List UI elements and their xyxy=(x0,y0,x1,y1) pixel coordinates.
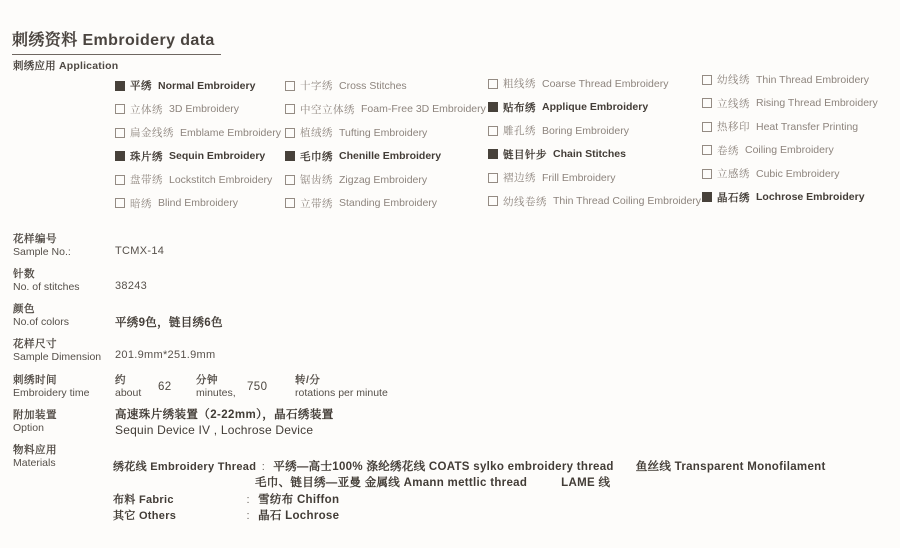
option-label-en: Foam-Free 3D Embroidery xyxy=(361,103,486,116)
checkbox-icon xyxy=(285,151,295,161)
application-option-item xyxy=(702,115,878,139)
time-minutes-unit: 分钟 minutes, xyxy=(196,374,236,399)
application-option-item xyxy=(488,72,701,96)
option-label-en: Cubic Embroidery xyxy=(756,167,840,180)
fabric-label: 布料 Fabric xyxy=(113,494,174,506)
option-label-en: Frill Embroidery xyxy=(542,171,616,184)
field-value-sample-no: TCMX-14 xyxy=(115,245,165,257)
page-title-en: Embroidery data xyxy=(82,32,215,49)
option-label-en: Emblame Embroidery xyxy=(180,126,281,139)
checkbox-icon xyxy=(285,198,295,208)
others-label: 其它 Others xyxy=(113,510,177,522)
option-label-zh: 立体绣 xyxy=(130,103,163,116)
application-option-item xyxy=(488,96,701,120)
option-label-zh: 暗绣 xyxy=(130,197,152,210)
option-label-zh: 幼线绣 xyxy=(717,74,750,87)
application-option-item xyxy=(285,192,486,216)
checkbox-icon xyxy=(115,128,125,138)
application-option-item xyxy=(285,98,486,122)
option-label-en: Coarse Thread Embroidery xyxy=(542,77,669,90)
application-option-item xyxy=(488,190,701,214)
option-label-en: Blind Embroidery xyxy=(158,197,238,210)
application-option-item xyxy=(115,145,281,169)
option-label-zh: 十字绣 xyxy=(300,80,333,93)
checkbox-icon xyxy=(488,126,498,136)
option-label-en: Chenille Embroidery xyxy=(339,150,442,163)
option-label-en: Heat Transfer Printing xyxy=(756,120,859,133)
option-label-en: 3D Embroidery xyxy=(169,103,240,116)
option-label-en: Tufting Embroidery xyxy=(339,126,428,139)
option-label-en: Chain Stitches xyxy=(553,148,626,161)
application-option-item xyxy=(285,168,486,192)
checkbox-icon xyxy=(488,102,498,112)
option-label-zh: 雕孔绣 xyxy=(503,125,536,138)
checkbox-icon xyxy=(488,79,498,89)
option-label-zh: 平绣 xyxy=(130,80,152,93)
option-label-en: Rising Thread Embroidery xyxy=(756,97,878,110)
field-value-colors: 平绣9色，链目绣6色 xyxy=(115,317,223,329)
application-option-item xyxy=(115,121,281,145)
application-option-item xyxy=(488,119,701,143)
checkbox-icon xyxy=(488,173,498,183)
thread-value-line1-extra: 鱼丝线 Transparent Monofilament xyxy=(635,461,826,473)
application-option-item xyxy=(285,145,486,169)
time-rpm-value: 750 xyxy=(247,381,268,393)
checkbox-icon xyxy=(115,151,125,161)
application-option-item xyxy=(115,74,281,98)
checkbox-icon xyxy=(702,122,712,132)
option-label-zh: 粗线绣 xyxy=(503,78,536,91)
application-option-item xyxy=(285,121,486,145)
materials-thread-row: 绣花线 Embroidery Thread : 平绣—高士100% 涤纶绣花线 COATS sylko embroidery thread 鱼丝线 Transparent Monofilament xyxy=(113,458,826,474)
application-column-1 xyxy=(115,74,281,215)
option-label-zh: 盘带绣 xyxy=(130,174,163,187)
field-label-stitches: 针数 No. of stitches xyxy=(13,268,80,293)
application-option-item xyxy=(702,68,878,92)
option-label-zh: 立线绣 xyxy=(717,97,750,110)
option-label-en: Lockstitch Embroidery xyxy=(169,173,273,186)
time-minutes-value: 62 xyxy=(158,381,172,393)
option-label-en: Boring Embroidery xyxy=(542,124,629,137)
application-column-4 xyxy=(702,68,878,209)
option-label-zh: 锯齿绣 xyxy=(300,174,333,187)
option-label-en: Coiling Embroidery xyxy=(745,144,834,157)
checkbox-icon xyxy=(702,145,712,155)
field-label-option: 附加装置 Option xyxy=(13,409,57,434)
option-label-zh: 褶边绣 xyxy=(503,172,536,185)
others-value: 晶石 Lochrose xyxy=(258,510,340,522)
application-option-item xyxy=(115,192,281,216)
field-value-option: 高速珠片绣装置（2-22mm），晶石绣装置 Sequin Device IV , Lochrose Device xyxy=(115,409,334,437)
page-title xyxy=(12,27,221,55)
field-label-dimension: 花样尺寸 Sample Dimension xyxy=(13,338,102,363)
field-label-sample-no: 花样编号 Sample No.: xyxy=(13,233,71,258)
checkbox-icon xyxy=(115,198,125,208)
fabric-value: 雪纺布 Chiffon xyxy=(258,494,340,506)
option-label-en: Thin Thread Coiling Embroidery xyxy=(553,195,702,208)
application-option-item xyxy=(285,74,486,98)
checkbox-icon xyxy=(702,98,712,108)
checkbox-icon xyxy=(285,104,295,114)
option-label-zh: 毛巾绣 xyxy=(300,150,333,163)
option-label-en: Lochrose Embroidery xyxy=(756,191,865,204)
option-label-zh: 卷绣 xyxy=(717,144,739,157)
field-label-time: 刺绣时间 Embroidery time xyxy=(13,374,90,399)
option-label-zh: 幼线卷绣 xyxy=(503,195,547,208)
application-option-item xyxy=(488,166,701,190)
option-label-zh: 立感绣 xyxy=(717,168,750,181)
option-label-en: Standing Embroidery xyxy=(339,197,438,210)
application-column-3 xyxy=(488,72,701,213)
materials-others-row: 其它 Others : 晶石 Lochrose xyxy=(113,507,339,523)
checkbox-icon xyxy=(488,196,498,206)
application-option-item xyxy=(702,139,878,163)
thread-label: 绣花线 Embroidery Thread xyxy=(113,461,257,473)
checkbox-icon xyxy=(702,169,712,179)
checkbox-icon xyxy=(285,175,295,185)
option-label-zh: 晶石绣 xyxy=(717,191,750,204)
checkbox-icon xyxy=(115,175,125,185)
checkbox-icon xyxy=(702,192,712,202)
option-label-zh: 链目针步 xyxy=(503,148,547,161)
application-column-2 xyxy=(285,74,486,215)
application-option-item xyxy=(488,143,701,167)
option-label-zh: 珠片绣 xyxy=(130,150,163,163)
materials-thread-row-line2 xyxy=(255,474,610,490)
checkbox-icon xyxy=(702,75,712,85)
option-label-zh: 贴布绣 xyxy=(503,101,536,114)
thread-value-line1: 平绣—高士100% 涤纶绣花线 COATS sylko embroidery thread xyxy=(273,461,614,473)
time-approx: 约 about xyxy=(115,374,142,399)
application-section-label: 刺绣应用 Application xyxy=(13,60,119,72)
option-label-zh: 中空立体绣 xyxy=(300,103,355,116)
field-label-colors: 颜色 No.of colors xyxy=(13,303,70,328)
thread-value-line2-extra: LAME 线 xyxy=(561,477,611,489)
checkbox-icon xyxy=(488,149,498,159)
application-option-item xyxy=(702,162,878,186)
time-rpm-unit: 转/分 rotations per minute xyxy=(295,374,388,399)
option-label-en: Normal Embroidery xyxy=(158,79,256,92)
option-label-en: Thin Thread Embroidery xyxy=(756,73,870,86)
option-label-zh: 热移印 xyxy=(717,121,750,134)
option-label-en: Cross Stitches xyxy=(339,79,407,92)
option-label-zh: 立带绣 xyxy=(300,197,333,210)
option-label-zh: 扁金线绣 xyxy=(130,127,174,140)
application-option-item xyxy=(115,168,281,192)
option-label-en: Applique Embroidery xyxy=(542,101,649,114)
application-option-item xyxy=(702,92,878,116)
field-value-stitches: 38243 xyxy=(115,280,148,292)
option-label-zh: 植绒绣 xyxy=(300,127,333,140)
field-label-materials: 物料应用 Materials xyxy=(13,444,57,469)
thread-value-line2: 毛巾、链目绣—亚曼 金属线 Amann mettlic thread xyxy=(255,477,528,489)
checkbox-icon xyxy=(285,81,295,91)
checkbox-icon xyxy=(115,104,125,114)
option-label-en: Sequin Embroidery xyxy=(169,150,266,163)
option-label-en: Zigzag Embroidery xyxy=(339,173,428,186)
application-option-item xyxy=(702,186,878,210)
page-title-zh: 刺绣资料 xyxy=(12,32,78,49)
application-option-item xyxy=(115,98,281,122)
checkbox-icon xyxy=(115,81,125,91)
materials-fabric-row: 布料 Fabric : 雪纺布 Chiffon xyxy=(113,491,339,507)
field-value-dimension: 201.9mm*251.9mm xyxy=(115,349,216,361)
checkbox-icon xyxy=(285,128,295,138)
